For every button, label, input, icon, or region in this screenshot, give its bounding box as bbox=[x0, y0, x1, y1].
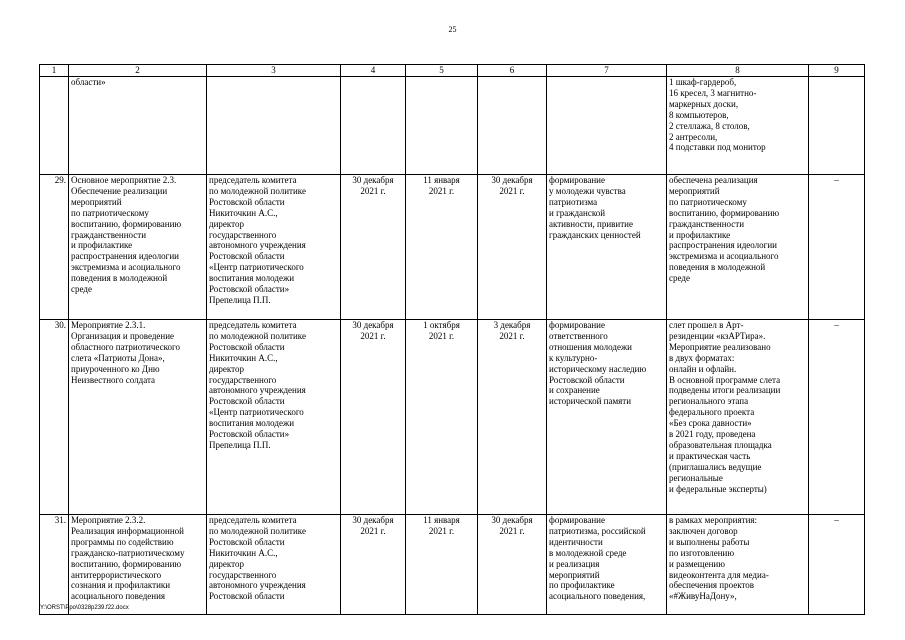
column-number-cell: 4 bbox=[341, 65, 406, 77]
note-cell bbox=[809, 77, 865, 175]
column-number-cell: 9 bbox=[809, 65, 865, 77]
table-row bbox=[40, 77, 865, 175]
note-cell: – bbox=[809, 515, 865, 615]
planned-date-cell bbox=[341, 77, 406, 175]
row-number-cell: 31. bbox=[40, 515, 69, 615]
column-number-cell: 3 bbox=[207, 65, 341, 77]
actual-start-date-cell: 1 октября 2021 г. bbox=[406, 320, 478, 515]
event-cell: области» bbox=[69, 77, 207, 175]
table-row bbox=[40, 320, 865, 515]
column-number-cell: 2 bbox=[69, 65, 207, 77]
actual-result-cell: в рамках мероприятия: заключен договор и выполнены работы по изготовлению и размещению видеоконтента для медиа- обеспечения проектов «#ЖивуНаДону», bbox=[667, 515, 809, 615]
column-number-cell: 6 bbox=[478, 65, 547, 77]
actual-result-cell: обеспечена реализация мероприятий по патриотическому воспитанию, формированию гражданственности и профилактике распространения идеологии экстремизма и асоциального поведения в молодежной среде bbox=[667, 175, 809, 320]
actual-result-cell: слет прошел в Арт- резиденции «кзАРТира». Мероприятие реализовано в двух форматах: онлайн и офлайн. В основной программе слета подведены итоги реализации регионального этапа федерального проекта «Без срока давности» в 2021 году, проведена образовательная площадка и практическая часть (приглашались ведущие региональные и федеральные эксперты) bbox=[667, 320, 809, 515]
expected-result-cell bbox=[547, 77, 667, 175]
planned-date-cell: 30 декабря 2021 г. bbox=[341, 175, 406, 320]
column-number-cell: 1 bbox=[40, 65, 69, 77]
row-number-cell: 30. bbox=[40, 320, 69, 515]
planned-date-cell: 30 декабря 2021 г. bbox=[341, 320, 406, 515]
column-number-cell: 5 bbox=[406, 65, 478, 77]
event-cell: Мероприятие 2.3.2. Реализация информационной программы по содействию гражданско-патриотическому воспитанию, формированию антитеррористического сознания и профилактики асоциального поведения bbox=[69, 515, 207, 615]
event-cell: Основное мероприятие 2.3. Обеспечение реализации мероприятий по патриотическому воспитанию, формированию гражданственности и профилактике распространения идеологии экстремизма и асоциального поведения в молодежной среде bbox=[69, 175, 207, 320]
expected-result-cell: формирование патриотизма, российской идентичности в молодежной среде и реализация мероприятий по профилактике асоциального поведения, bbox=[547, 515, 667, 615]
expected-result-cell: формирование у молодежи чувства патриотизма и гражданской активности, привитие гражданских ценностей bbox=[547, 175, 667, 320]
actual-start-date-cell bbox=[406, 77, 478, 175]
event-cell: Мероприятие 2.3.1. Организация и проведение областного патриотического слета «Патриоты Дона», приуроченного ко Дню Неизвестного солдата bbox=[69, 320, 207, 515]
actual-end-date-cell: 30 декабря 2021 г. bbox=[478, 175, 547, 320]
table-row bbox=[40, 515, 865, 615]
page-number: 25 bbox=[448, 25, 457, 34]
expected-result-cell: формирование ответственного отношения молодежи к культурно- историческому наследию Ростовской области и сохранение исторической памяти bbox=[547, 320, 667, 515]
actual-end-date-cell: 30 декабря 2021 г. bbox=[478, 515, 547, 615]
column-number-cell: 7 bbox=[547, 65, 667, 77]
actual-end-date-cell bbox=[478, 77, 547, 175]
note-cell: – bbox=[809, 320, 865, 515]
responsible-cell bbox=[207, 77, 341, 175]
responsible-cell: председатель комитета по молодежной политике Ростовской области Никиточкин А.С., директор государственного автономного учреждения Ростовской области «Центр патриотического воспитания молодежи Ростовской области» Препелица П.П. bbox=[207, 320, 341, 515]
document-table bbox=[39, 64, 865, 615]
column-number-row bbox=[40, 65, 865, 77]
row-number-cell: 29. bbox=[40, 175, 69, 320]
responsible-cell: председатель комитета по молодежной политике Ростовской области Никиточкин А.С., директор государственного автономного учреждения Ростовской области bbox=[207, 515, 341, 615]
actual-start-date-cell: 11 января 2021 г. bbox=[406, 175, 478, 320]
table-row bbox=[40, 175, 865, 320]
row-number-cell bbox=[40, 77, 69, 175]
actual-end-date-cell: 3 декабря 2021 г. bbox=[478, 320, 547, 515]
column-number-cell: 8 bbox=[667, 65, 809, 77]
responsible-cell: председатель комитета по молодежной политике Ростовской области Никиточкин А.С., директор государственного автономного учреждения Ростовской области «Центр патриотического воспитания молодежи Ростовской области» Препелица П.П. bbox=[207, 175, 341, 320]
file-path-footer: Y:\ORST\Ppo\0328p239.f22.docx bbox=[40, 605, 129, 611]
actual-start-date-cell: 11 января 2021 г. bbox=[406, 515, 478, 615]
actual-result-cell: 1 шкаф-гардероб, 16 кресел, 3 магнитно- маркерных доски, 8 компьютеров, 2 стеллажа, 8 столов, 2 антресоли, 4 подставки под монитор bbox=[667, 77, 809, 175]
note-cell: – bbox=[809, 175, 865, 320]
planned-date-cell: 30 декабря 2021 г. bbox=[341, 515, 406, 615]
